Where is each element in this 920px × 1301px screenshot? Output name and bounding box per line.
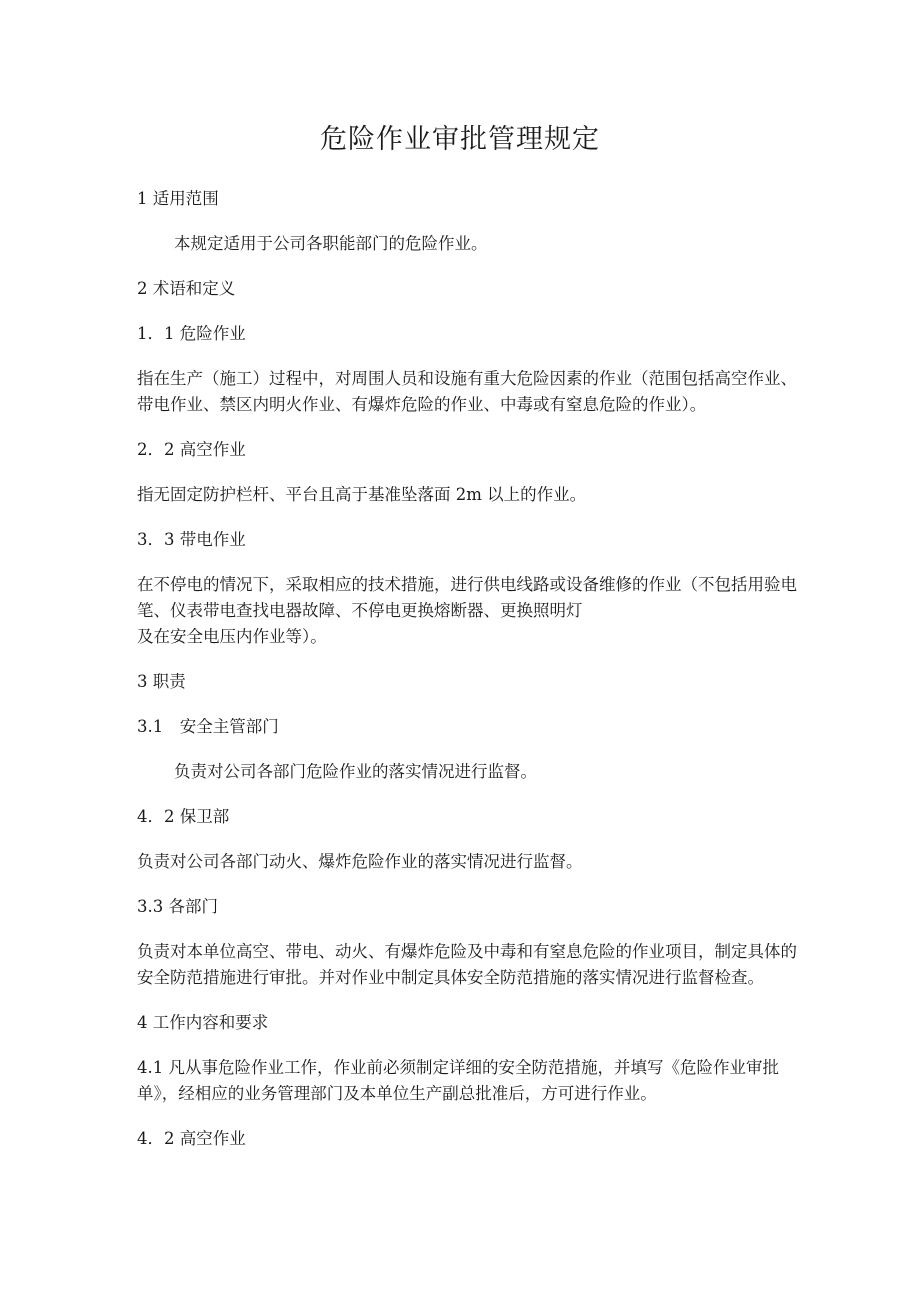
paragraph-requirements: 4.1 凡从事危险作业工作，作业前必须制定详细的安全防范措施，并填写《危险作业审批单》，经相应的业务管理部门及本单位生产副总批准后，方可进行作业。 [137,1058,779,1103]
section-heading-scope: 1 适用范围 [137,189,219,208]
subheading-security-dept: 4．2 保卫部 [137,807,230,826]
subheading-dangerous-work: 1．1 危险作业 [137,324,246,343]
subheading-all-depts: 3.3 各部门 [137,897,218,916]
section-heading-duties: 3 职责 [137,672,186,691]
paragraph-scope: 本规定适用于公司各职能部门的危险作业。 [174,234,488,253]
section-heading-requirements: 4 工作内容和要求 [137,1013,269,1032]
paragraph-safety-dept: 负责对公司各部门危险作业的落实情况进行监督。 [174,762,537,781]
paragraph-high-altitude: 指无固定防护栏杆、平台且高于基准坠落面 2m 以上的作业。 [137,485,587,504]
paragraph-live-work: 在不停电的情况下，采取相应的技术措施，进行供电线路或设备维修的作业（不包括用验电笔、仪表带电查找电器故障、不停电更换熔断器、更换照明灯 及在安全电压内作业等）。 [137,575,797,646]
subheading-high-altitude-2: 4．2 高空作业 [137,1129,246,1148]
section-heading-terms: 2 术语和定义 [137,279,236,298]
paragraph-dangerous-work: 指在生产（施工）过程中，对周围人员和设施有重大危险因素的作业（范围包括高空作业、带电作业、禁区内明火作业、有爆炸危险的作业、中毒或有窒息危险的作业）。 [137,369,797,414]
paragraph-security-dept: 负责对公司各部门动火、爆炸危险作业的落实情况进行监督。 [137,852,583,871]
subheading-safety-dept: 3.1 安全主管部门 [137,717,279,736]
document-title: 危险作业审批管理规定 [320,124,600,155]
paragraph-all-depts: 负责对本单位高空、带电、动火、有爆炸危险及中毒和有窒息危险的作业项目，制定具体的安全防范措施进行审批。并对作业中制定具体安全防范措施的落实情况进行监督检查。 [137,942,797,987]
subheading-high-altitude: 2．2 高空作业 [137,440,246,459]
subheading-live-work: 3．3 带电作业 [137,530,246,549]
document-body [137,186,797,1171]
